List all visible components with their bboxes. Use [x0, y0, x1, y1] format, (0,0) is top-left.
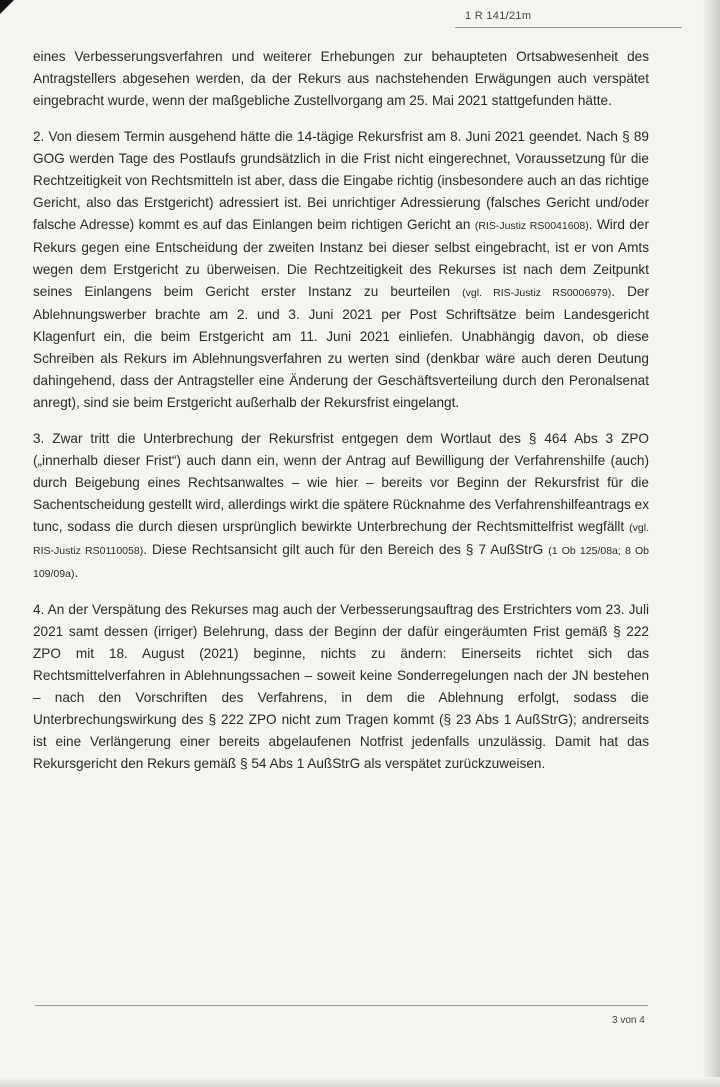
paragraph-3-part-c: .	[74, 565, 79, 580]
footer-rule	[35, 1005, 648, 1006]
scan-corner-mark	[0, 0, 14, 14]
document-body	[33, 46, 649, 789]
paragraph-4-text: 4. An der Verspätung des Rekurses mag auch der Verbesserungsauftrag des Erstrichters vom 23. Juli 2021 samt dessen (irriger) Belehrung, dass der Beginn der dafür eingeräumten Frist gemäß § 222 ZPO mit 18. August (2021) beginne, nichts zu ändern: Einerseits richtet sich das Rechtsmittelverfahren in Ablehnungssachen – soweit keine Sonderregelungen nach der JN bestehen – nach den Vorschriften des Verfahrens, in dem die Ablehnung erfolgt, sodass die Unterbrechungswirkung des § 222 ZPO nicht zum Tragen kommt (§ 23 Abs 1 AußStrG); andrerseits ist eine Verlängerung einer bereits abgelaufenen Notfrist jedenfalls unzulässig. Damit hat das Rekursgericht den Rekurs gemäß § 54 Abs 1 AußStrG als verspätet zurückzuweisen.	[33, 602, 649, 771]
citation: (RIS-Justiz RS0041608)	[474, 220, 589, 232]
scan-right-edge-shadow	[702, 0, 720, 1087]
paragraph-2-part-c: . Der Ablehnungswerber brachte am 2. und 3. Juni 2021 per Post Schriftsätze beim Landesgericht Klagenfurt ein, die beim Erstgericht am 11. Juni 2021 einliefen. Unabhängig davon, ob diese Schreiben als Rekurs im Ablehnungsverfahren zu werten sind (denkbar wäre auch deren Deutung dahingehend, dass der Antragsteller eine Änderung der Geschäftsverteilung durch den Peronalsenat anregt), sind sie beim Erstgericht außerhalb der Rekursfrist eingelangt.	[33, 284, 649, 410]
citation: (1 Ob 125/08a; 8 Ob 109/09a)	[33, 545, 650, 580]
paragraph-2-part-b: . Wird der Rekurs gegen eine Entscheidung der zweiten Instanz bei dieser selbst eingebracht, ist er von Amts wegen dem Erstgericht zu überweisen. Die Rechtzeitigkeit des Rekurses ist nach dem Zeitpunkt seines Einlangens beim Gericht erster Instanz zu beurteilen	[33, 217, 649, 299]
paragraph-3-part-a: 3. Zwar tritt die Unterbrechung der Rekursfrist entgegen dem Wortlaut des § 464 Abs 3 ZPO („innerhalb dieser Frist“) auch dann ein, wenn der Antrag auf Bewilligung der Verfahrenshilfe (auch) durch Beigebung eines Rechtsanwaltes – wie hier – bereits vor Beginn der Rekursfrist für die Sachentscheidung gestellt wird, allerdings wirkt die spätere Rücknahme des Verfahrenshilfeantrags ex tunc, sodass die durch diesen ursprünglich bewirkte Unterbrechung der Rechtsmittelfrist wegfällt	[33, 431, 649, 534]
paragraph-1-text: eines Verbesserungsverfahren und weiterer Erhebungen zur behaupteten Ortsabwesenheit des Antragstellers abgesehen werden, da der Rekurs aus nachstehenden Erwägungen auch verspätet eingebracht wurde, wenn der maßgebliche Zustellvorgang am 25. Mai 2021 stattgefunden hätte.	[33, 49, 649, 108]
citation: (vgl. RIS-Justiz RS0006979)	[462, 287, 612, 299]
paragraph-3	[33, 428, 649, 585]
header-rule	[455, 27, 682, 28]
paragraph-3-part-b: . Diese Rechtsansicht gilt auch für den Bereich des § 7 AußStrG	[143, 542, 549, 557]
case-reference: 1 R 141/21m	[465, 10, 532, 22]
paragraph-2	[33, 126, 649, 414]
paragraph-4	[33, 599, 649, 775]
paragraph-2-part-a: 2. Von diesem Termin ausgehend hätte die 14-tägige Rekursfrist am 8. Juni 2021 geendet. Nach § 89 GOG werden Tage des Postlaufs grundsätzlich in die Frist nicht eingerechnet, Voraussetzung für die Rechtzeitigkeit von Rechtsmitteln ist aber, dass die Eingabe richtig (insbesondere auch an das richtige Gericht, also das Erstgericht) adressiert ist. Bei unrichtiger Adressierung (falsches Gericht und/oder falsche Adresse) kommt es auf das Einlangen beim richtigen Gericht an	[33, 129, 649, 232]
scan-bottom-edge-shadow	[0, 1077, 720, 1087]
citation: (vgl. RIS-Justiz RS0110058)	[33, 522, 649, 557]
page-number: 3 von 4	[612, 1015, 645, 1026]
paragraph-1	[33, 46, 649, 112]
